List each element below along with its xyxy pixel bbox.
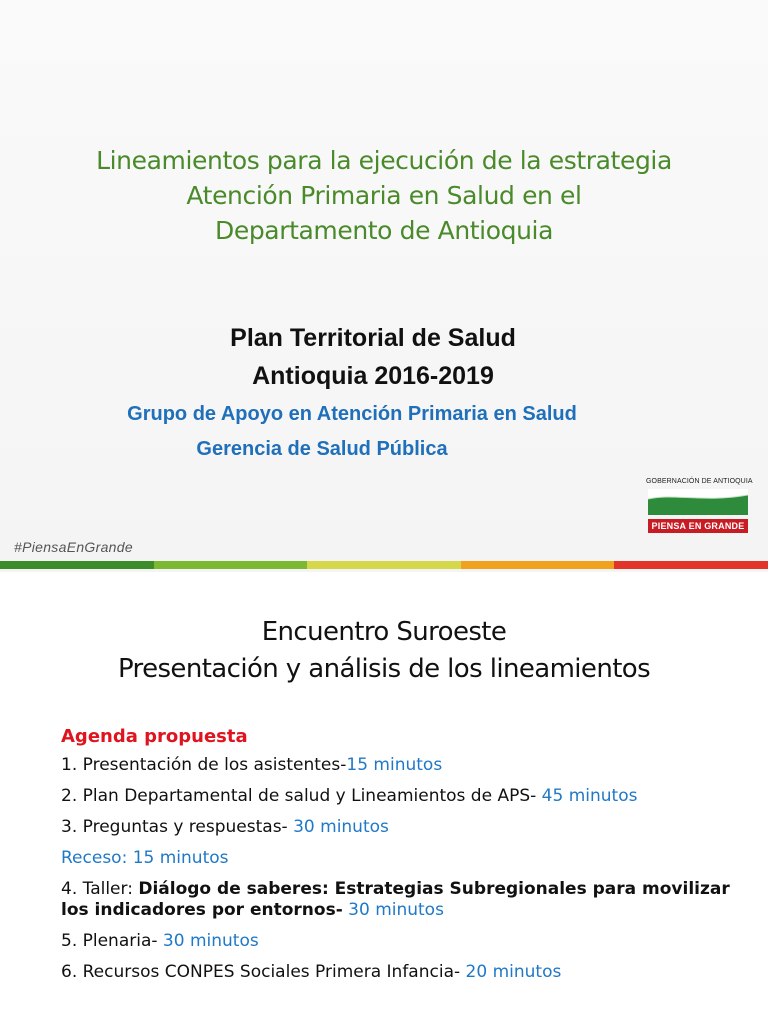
- agenda-item: [61, 755, 741, 776]
- agenda-item-break: [61, 848, 741, 869]
- slide-title: [0, 143, 768, 248]
- plan-title: Plan Territorial de Salud: [230, 324, 516, 352]
- group-name: Grupo de Apoyo en Atención Primaria en Salud: [127, 403, 577, 425]
- title-line: Departamento de Antioquia: [214, 216, 553, 245]
- agenda-item-text: 5. Plenaria-: [61, 931, 163, 951]
- slide-title: [0, 614, 768, 688]
- color-bar-segment: [614, 561, 768, 569]
- gobernacion-logo: [646, 474, 753, 546]
- agenda-item-time: 30 minutos: [162, 931, 259, 951]
- agenda-item-time: 30 minutos: [342, 900, 444, 920]
- agenda-item: [61, 931, 741, 952]
- agenda-item-text: 4. Taller:: [61, 879, 139, 899]
- color-bar-segment: [0, 561, 154, 569]
- agenda-item-text: 2. Plan Departamental de salud y Lineamientos de APS-: [61, 786, 542, 806]
- agenda-item: [61, 786, 741, 807]
- agenda-item-time: Receso: 15 minutos: [61, 848, 229, 868]
- agenda-item: [61, 962, 741, 983]
- agenda-item-time: 20 minutos: [465, 962, 562, 982]
- agenda-slide: [0, 574, 768, 1024]
- hashtag: #PiensaEnGrande: [14, 539, 133, 555]
- title-line: Atención Primaria en Salud en el: [186, 181, 582, 210]
- agenda-item-time: 30 minutos: [293, 817, 389, 837]
- plan-years: Antioquia 2016-2019: [252, 362, 494, 390]
- agenda-item-text: 1. Presentación de los asistentes-: [61, 755, 347, 775]
- agenda-item-bold-text: Diálogo de saberes: Estrategias Subregionales para movilizar los indicadores por entornos-: [61, 879, 730, 920]
- agenda-item: [61, 817, 741, 838]
- agenda-item-text: 3. Preguntas y respuestas-: [61, 817, 294, 837]
- logo-badge: PIENSA EN GRANDE: [648, 519, 748, 533]
- title-line: Encuentro Suroeste: [261, 617, 507, 647]
- agenda-item-time: 45 minutos: [541, 786, 638, 806]
- color-bar: [0, 561, 768, 569]
- color-bar-segment: [307, 561, 461, 569]
- agenda-item-text: 6. Recursos CONPES Sociales Primera Infancia-: [61, 962, 466, 982]
- agenda-item-time: 15 minutos: [346, 755, 443, 775]
- agenda-item: [61, 879, 741, 921]
- color-bar-segment: [461, 561, 615, 569]
- agenda-heading: Agenda propuesta: [61, 726, 248, 747]
- department-name: Gerencia de Salud Pública: [196, 438, 448, 460]
- title-line: Presentación y análisis de los lineamientos: [117, 654, 651, 684]
- logo-heading: GOBERNACIÓN DE ANTIOQUIA: [646, 478, 753, 485]
- title-line: Lineamientos para la ejecución de la estrategia: [96, 146, 672, 175]
- antioquia-flag-icon: [648, 489, 748, 515]
- agenda-list: [61, 726, 741, 993]
- color-bar-segment: [154, 561, 308, 569]
